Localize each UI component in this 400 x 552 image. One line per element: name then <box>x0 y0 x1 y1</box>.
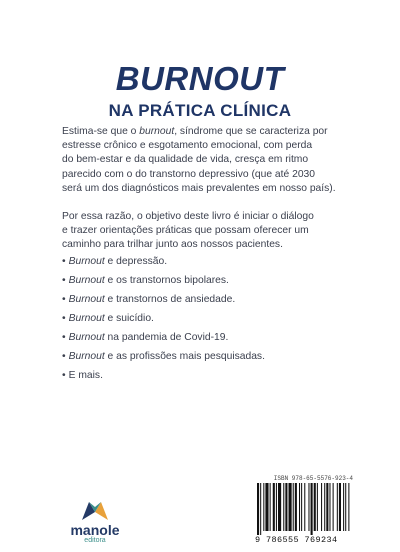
barcode-bar <box>345 483 346 531</box>
topic-item <box>62 255 352 274</box>
barcode-bar <box>285 483 287 531</box>
topic-text: e transtornos de ansiedade. <box>104 294 236 305</box>
barcode-bar <box>273 483 275 531</box>
intro-line: estresse crônico e esgotamento emocional, com perda <box>62 140 313 152</box>
barcode-block <box>255 475 353 546</box>
barcode-bar <box>301 483 302 531</box>
publisher-name: manole <box>70 522 120 538</box>
barcode-bar <box>293 483 294 531</box>
barcode-icon <box>255 483 353 535</box>
bullet-mark: • <box>62 275 66 286</box>
barcode-bar <box>343 483 344 531</box>
manole-logo-icon <box>80 498 110 522</box>
topic-keyword: Burnout <box>68 313 105 324</box>
isbn-text: ISBN 978-65-5576-923-4 <box>273 475 353 482</box>
barcode-bar <box>308 483 309 531</box>
topics-list <box>62 255 352 388</box>
topic-item <box>62 293 352 312</box>
topic-text: e as profissões mais pesquisadas. <box>104 351 265 362</box>
publisher-tagline: editora <box>84 537 106 544</box>
barcode-bar <box>289 483 292 531</box>
topic-text: e os transtornos bipolares. <box>104 275 229 286</box>
bullet-mark: • <box>62 256 66 267</box>
intro-line: será um dos diagnósticos mais prevalentes em nosso país). <box>62 182 336 194</box>
barcode-bar <box>348 483 349 531</box>
topic-text: E mais. <box>68 370 103 381</box>
burnout-emphasis: burnout <box>139 126 175 137</box>
barcode-bar <box>324 483 325 531</box>
barcode-bar <box>314 483 316 531</box>
barcode-bar <box>304 483 305 531</box>
publisher-logo <box>60 498 130 550</box>
barcode-bar <box>333 483 334 531</box>
objective-line: caminho para trilhar junto aos nossos pacientes. <box>62 239 283 251</box>
topic-item <box>62 350 352 369</box>
barcode-bar <box>278 483 281 531</box>
topic-item <box>62 369 352 388</box>
topic-keyword: Burnout <box>68 275 105 286</box>
barcode-bar <box>326 483 328 531</box>
barcode-bar <box>265 483 268 531</box>
barcode-bar <box>260 483 261 535</box>
barcode-bar <box>257 483 259 535</box>
topic-text: na pandemia de Covid-19. <box>104 332 229 343</box>
objective-line: Por essa razão, o objetivo deste livro é iniciar o diálogo <box>62 211 314 222</box>
barcode-bar <box>311 483 313 535</box>
barcode-bar <box>263 483 264 531</box>
barcode-bar <box>295 483 297 531</box>
bullet-mark: • <box>62 370 66 381</box>
book-subtitle: NA PRÁTICA CLÍNICA <box>108 101 292 120</box>
barcode-digits: 9 786555 769234 <box>255 535 338 545</box>
barcode-bar <box>321 483 322 531</box>
topic-keyword: Burnout <box>68 294 105 305</box>
topic-text: e suicídio. <box>104 313 154 324</box>
barcode-bar <box>339 483 341 531</box>
topic-text: e depressão. <box>104 256 168 267</box>
bullet-mark: • <box>62 294 66 305</box>
barcode-bar <box>317 483 318 531</box>
intro-line: Estima-se que o burnout, síndrome que se caracteriza por <box>62 126 328 137</box>
barcode-bar <box>270 483 271 531</box>
bullet-mark: • <box>62 332 66 343</box>
intro-line: do bem-estar e da qualidade de vida, cresça em ritmo <box>62 154 309 166</box>
intro-line: parecido com o do transtorno depressivo (que até 2030 <box>62 168 316 180</box>
barcode-bar <box>276 483 277 531</box>
bullet-mark: • <box>62 313 66 324</box>
topic-item <box>62 312 352 331</box>
intro-paragraph <box>62 125 352 196</box>
barcode-bar <box>283 483 284 531</box>
topic-item <box>62 274 352 293</box>
book-title: BURNOUT <box>115 60 285 97</box>
objective-paragraph <box>62 210 352 253</box>
bullet-mark: • <box>62 351 66 362</box>
barcode-bar <box>329 483 330 531</box>
topic-item <box>62 331 352 350</box>
topic-keyword: Burnout <box>68 332 105 343</box>
objective-line: e trazer orientações práticas que possam oferecer um <box>62 225 309 237</box>
topic-keyword: Burnout <box>68 256 105 267</box>
topic-keyword: Burnout <box>68 351 105 362</box>
barcode-bar <box>337 483 338 531</box>
barcode-bar <box>299 483 300 531</box>
